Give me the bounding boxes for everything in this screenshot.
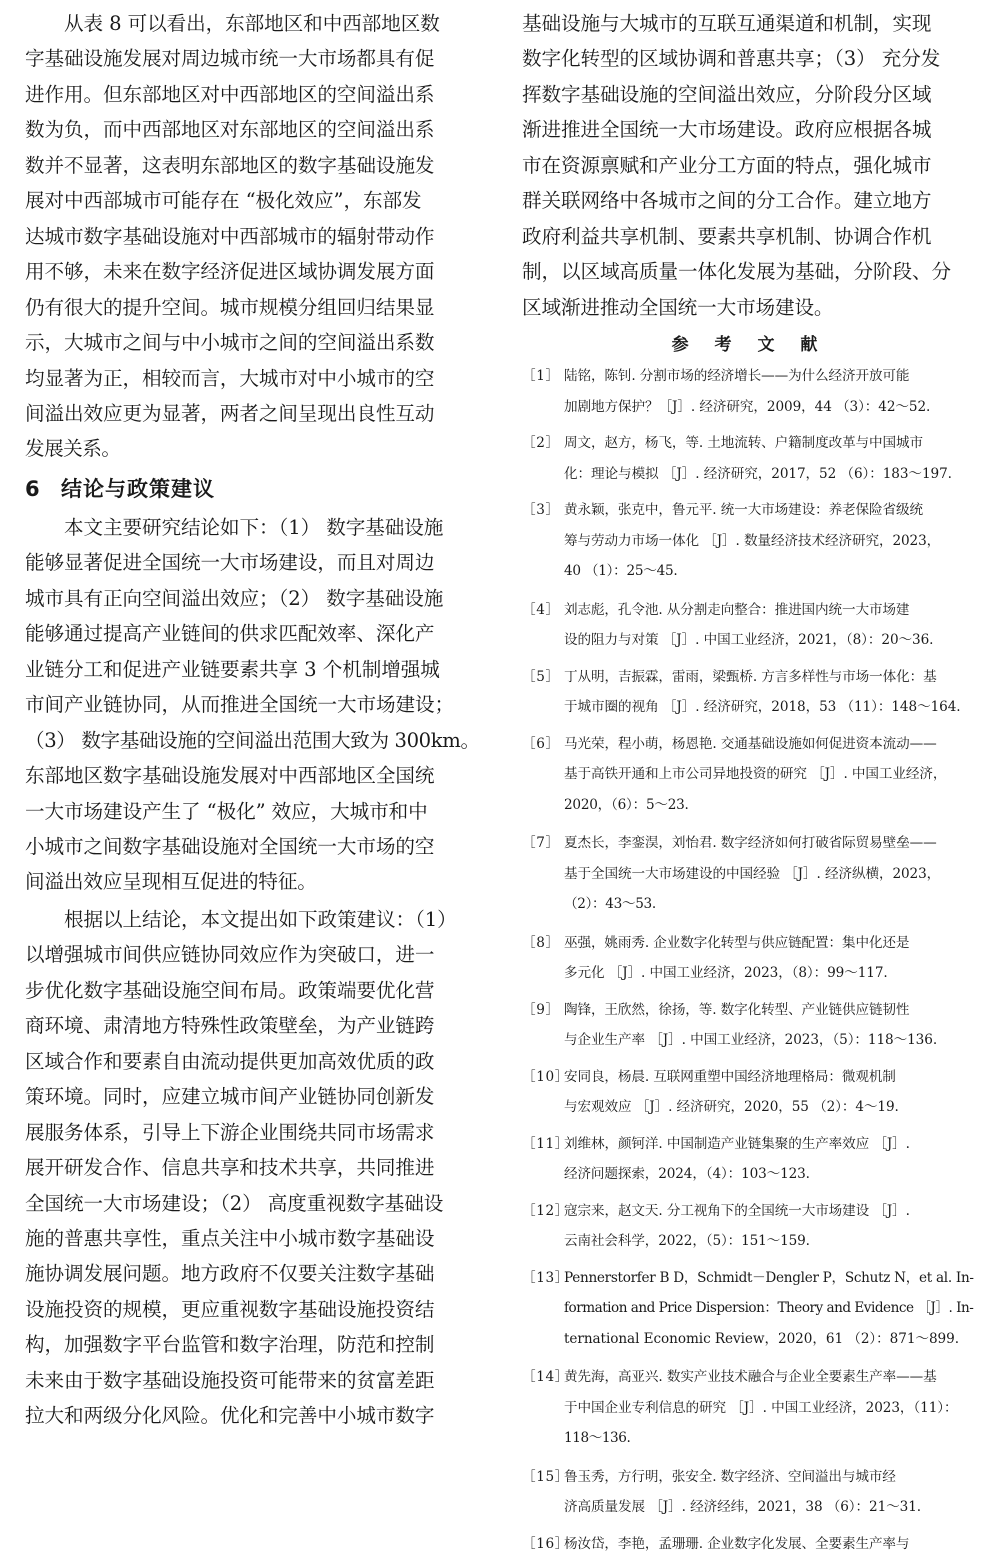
reference-item: [522, 361, 977, 422]
reference-text-line: 黄先海，高亚兴. 数实产业技术融合与企业全要素生产率——基: [564, 1369, 937, 1386]
reference-text-line: 筹与劳动力市场一体化 ［J］. 数量经济技术经济研究，2023，: [564, 532, 941, 549]
text-line: 施协调发展问题。地方政府不仅要关注数字基础: [25, 1262, 435, 1286]
text-line: 用不够，未来在数字经济促进区域协调发展方面: [25, 260, 435, 284]
reference-item: [522, 1129, 977, 1190]
reference-text-line: 设的阻力与对策 ［J］. 中国工业经济，2021，（8）：20～36.: [564, 632, 934, 649]
reference-item: [522, 495, 977, 587]
reference-number: ［13］: [522, 1269, 569, 1286]
text-line: 政府利益共享机制、要素共享机制、协调合作机: [522, 224, 932, 248]
text-line: 挥数字基础设施的空间溢出效应，分阶段分区域: [522, 82, 932, 106]
reference-number: ［3］: [522, 502, 560, 519]
reference-text-line: 118～136.: [564, 1430, 631, 1447]
body-paragraph-conclusions: [25, 510, 482, 900]
reference-text-line: 与宏观效应 ［J］. 经济研究，2020，55 （2）：4～19.: [564, 1099, 899, 1116]
text-line: 小城市之间数字基础设施对全国统一大市场的空: [25, 834, 435, 858]
reference-item: [522, 1362, 977, 1454]
text-line: 拉大和两级分化风险。优化和完善中小城市数字: [25, 1404, 435, 1428]
text-line: 根据以上结论，本文提出如下政策建议：（1）: [25, 907, 457, 931]
reference-text-line: 安同良，杨晨. 互联网重塑中国经济地理格局：微观机制: [564, 1068, 896, 1085]
reference-text-line: 陆铭，陈钊. 分割市场的经济增长——为什么经济开放可能: [564, 368, 910, 385]
reference-text-line: 马光荣，程小萌，杨恩艳. 交通基础设施如何促进资本流动——: [564, 735, 937, 752]
reference-text-line: 黄永颖，张克中，鲁元平. 统一大市场建设：养老保险省级统: [564, 502, 923, 519]
text-line: 从表 8 可以看出，东部地区和中西部地区数: [25, 12, 440, 35]
text-line: 仍有很大的提升空间。城市规模分组回归结果显: [25, 295, 435, 319]
text-line: 示，大城市之间与中小城市之间的空间溢出系数: [25, 331, 435, 355]
reference-text-line: 基于全国统一大市场建设的中国经验 ［J］. 经济纵横，2023，: [564, 865, 941, 882]
reference-number: ［4］: [522, 601, 560, 618]
reference-number: ［8］: [522, 934, 560, 951]
reference-text-line: 与企业生产率 ［J］. 中国工业经济，2023，（5）：118～136.: [564, 1032, 938, 1049]
text-line: 间溢出效应更为显著，两者之间呈现出良性互动: [25, 401, 435, 425]
text-line: 数为负，而中西部地区对东部地区的空间溢出系: [25, 118, 435, 142]
reference-text-line: （2）：43～53.: [564, 896, 656, 913]
text-line: 能够显著促进全国统一大市场建设，而且对周边: [25, 551, 435, 575]
reference-text-line: 陶锋，王欣然，徐扬，等. 数字化转型、产业链供应链韧性: [564, 1001, 910, 1018]
text-line: 进作用。但东部地区对中西部地区的空间溢出系: [25, 82, 435, 106]
text-line: 能够通过提高产业链间的供求匹配效率、深化产: [25, 622, 435, 646]
text-line: 展对中西部城市可能存在 “极化效应”，东部发: [25, 189, 422, 213]
reference-text-line: 刘志彪，孔令池. 从分割走向整合：推进国内统一大市场建: [564, 601, 910, 618]
reference-number: ［1］: [522, 368, 560, 385]
reference-number: ［14］: [522, 1369, 569, 1386]
reference-text-line: 鲁玉秀，方行明，张安全. 数字经济、空间溢出与城市经: [564, 1468, 896, 1485]
text-line: 城市具有正向空间溢出效应；（2） 数字基础设施: [25, 586, 444, 610]
reference-item: [522, 729, 977, 821]
body-paragraph-spillover: [25, 6, 482, 467]
reference-text-line: 经济问题探索，2024，（4）：103～123.: [564, 1166, 810, 1183]
body-paragraph-policy: [25, 902, 482, 1434]
reference-text-line: 寇宗来，赵文天. 分工视角下的全国统一大市场建设 ［J］.: [564, 1202, 910, 1219]
reference-text-line: 加剧地方保护？［J］. 经济研究，2009，44 （3）：42～52.: [564, 398, 931, 415]
reference-number: ［9］: [522, 1001, 560, 1018]
reference-item: [522, 428, 977, 489]
reference-text-line: 于中国企业专利信息的研究 ［J］. 中国工业经济，2023，（11）：: [564, 1399, 958, 1416]
reference-number: ［10］: [522, 1068, 569, 1085]
references-title: 参 考 文 献: [671, 335, 828, 356]
reference-item: [522, 595, 977, 656]
reference-text-line: 巫强，姚雨秀. 企业数字化转型与供应链配置：集中化还是: [564, 934, 910, 951]
reference-text-line: ternational Economic Review，2020，61 （2）：871～899.: [564, 1330, 959, 1347]
text-line: 达城市数字基础设施对中西部城市的辐射带动作: [25, 224, 435, 248]
reference-number: ［7］: [522, 835, 560, 852]
reference-list: [522, 361, 977, 1559]
reference-text-line: 云南社会科学，2022，（5）：151～159.: [564, 1233, 810, 1250]
reference-number: ［2］: [522, 435, 560, 452]
text-line: 基础设施与大城市的互联互通渠道和机制，实现: [522, 12, 932, 35]
reference-item: [522, 1263, 977, 1355]
body-paragraph-policy-continued: [522, 6, 977, 325]
text-line: （3） 数字基础设施的空间溢出范围大致为 300km。: [25, 728, 480, 752]
text-line: 业链分工和促进产业链要素共享 3 个机制增强城: [25, 657, 440, 681]
text-line: 设施投资的规模，更应重视数字基础设施投资结: [25, 1297, 435, 1321]
reference-text-line: 周文，赵方，杨飞，等. 土地流转、户籍制度改革与中国城市: [564, 435, 923, 452]
text-line: 均显著为正，相较而言，大城市对中小城市的空: [25, 366, 435, 390]
text-line: 发展关系。: [25, 437, 121, 461]
text-line: 施的普惠共享性，重点关注中小城市数字基础设: [25, 1226, 435, 1250]
text-line: 展开研发合作、信息共享和技术共享，共同推进: [25, 1156, 435, 1180]
reference-text-line: Pennerstorfer B D，Schmidt－Dengler P，Schutz N，et al. In-: [564, 1269, 974, 1286]
reference-item: [522, 828, 977, 920]
reference-item: [522, 1196, 977, 1257]
reference-number: ［5］: [522, 668, 560, 685]
text-line: 策环境。同时，应建立城市间产业链协同创新发: [25, 1085, 435, 1109]
reference-number: ［11］: [522, 1135, 569, 1152]
text-line: 东部地区数字基础设施发展对中西部地区全国统: [25, 764, 435, 788]
text-line: 商环境、肃清地方特殊性政策壁垒，为产业链跨: [25, 1014, 435, 1038]
reference-item: [522, 662, 977, 723]
reference-text-line: 化：理论与模拟 ［J］. 经济研究，2017，52 （6）：183～197.: [564, 465, 952, 482]
text-line: 群关联网络中各城市之间的分工合作。建立地方: [522, 189, 932, 213]
reference-text-line: 刘维林，颜钶洋. 中国制造产业链集聚的生产率效应 ［J］.: [564, 1135, 910, 1152]
reference-number: ［6］: [522, 735, 560, 752]
text-line: 市间产业链协同，从而推进全国统一大市场建设；: [25, 693, 454, 717]
reference-text-line: 2020，（6）：5～23.: [564, 796, 689, 813]
reference-item: [522, 995, 977, 1056]
text-line: 以增强城市间供应链协同效应作为突破口，进一: [25, 943, 435, 967]
reference-text-line: 基于高铁开通和上市公司异地投资的研究 ［J］. 中国工业经济，: [564, 766, 947, 783]
text-line: 展服务体系，引导上下游企业围绕共同市场需求: [25, 1120, 435, 1144]
text-line: 本文主要研究结论如下：（1） 数字基础设施: [25, 515, 444, 539]
reference-text-line: 夏杰长，李銮淏，刘怡君. 数字经济如何打破省际贸易壁垒——: [564, 835, 937, 852]
reference-text-line: 40 （1）：25～45.: [564, 563, 678, 580]
reference-item: [522, 928, 977, 989]
reference-item: [522, 1462, 977, 1523]
text-line: 一大市场建设产生了 “极化” 效应，大城市和中: [25, 799, 428, 823]
reference-text-line: 济高质量发展 ［J］. 经济经纬，2021，38 （6）：21～31.: [564, 1499, 921, 1516]
text-line: 字基础设施发展对周边城市统一大市场都具有促: [25, 47, 435, 71]
text-line: 构，加强数字平台监管和数字治理，防范和控制: [25, 1333, 435, 1357]
reference-text-line: 杨汝岱，李艳，孟珊珊. 企业数字化发展、全要素生产率与: [564, 1535, 910, 1552]
reference-item: [522, 1529, 977, 1560]
text-line: 数字化转型的区域协调和普惠共享；（3） 充分发: [522, 47, 941, 71]
right-column: [522, 6, 977, 1565]
text-line: 步优化数字基础设施空间布局。政策端要优化营: [25, 978, 435, 1002]
text-line: 区域渐进推动全国统一大市场建设。: [522, 295, 834, 319]
text-line: 市在资源禀赋和产业分工方面的特点，强化城市: [522, 153, 932, 177]
reference-number: ［15］: [522, 1468, 569, 1485]
reference-number: ［16］: [522, 1535, 569, 1552]
text-line: 渐进推进全国统一大市场建设。政府应根据各城: [522, 118, 932, 142]
reference-text-line: formation and Price Dispersion：Theory and Evidence ［J］. In-: [564, 1300, 974, 1317]
section-title: 结论与政策建议: [61, 476, 215, 501]
reference-number: ［12］: [522, 1202, 569, 1219]
text-line: 制，以区域高质量一体化发展为基础，分阶段、分: [522, 260, 951, 284]
reference-item: [522, 1062, 977, 1123]
section-number: 6: [25, 476, 41, 501]
text-line: 全国统一大市场建设；（2） 高度重视数字基础设: [25, 1191, 444, 1215]
reference-text-line: 丁从明，吉振霖，雷雨，梁甄桥. 方言多样性与市场一体化：基: [564, 668, 937, 685]
text-line: 区域合作和要素自由流动提供更加高效优质的政: [25, 1049, 435, 1073]
text-line: 未来由于数字基础设施投资可能带来的贫富差距: [25, 1368, 435, 1392]
text-line: 数并不显著，这表明东部地区的数字基础设施发: [25, 153, 435, 177]
reference-text-line: 于城市圈的视角 ［J］. 经济研究，2018，53 （11）：148～164.: [564, 699, 961, 716]
reference-text-line: 多元化 ［J］. 中国工业经济，2023，（8）：99～117.: [564, 965, 888, 982]
text-line: 间溢出效应呈现相互促进的特征。: [25, 870, 317, 894]
section-heading: [25, 468, 482, 510]
left-column: [25, 6, 482, 1434]
